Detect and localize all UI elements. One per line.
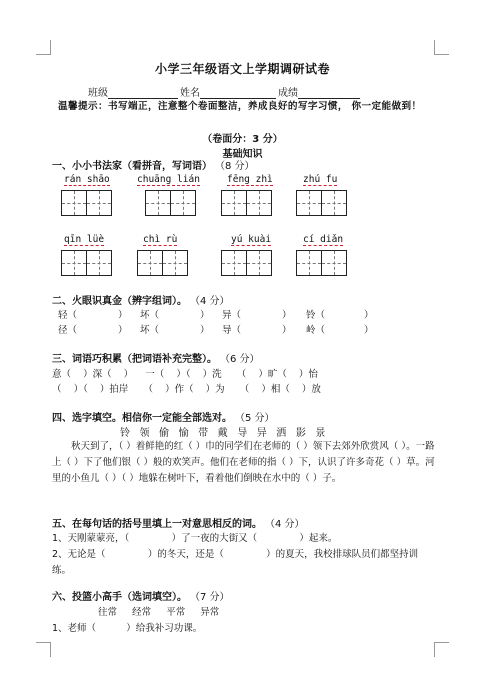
section-1-heading: [52, 157, 255, 172]
s2-item: 径（: [58, 325, 78, 336]
s2-row-2: [58, 322, 374, 336]
writing-grid-2[interactable]: [145, 190, 195, 216]
section-6-title: 六、投篮小高手（选词填空）。: [52, 592, 187, 603]
writing-grid-7[interactable]: [221, 250, 271, 276]
crop-mark-bottom-left: [36, 642, 51, 657]
pinyin-7: yú kuài: [231, 234, 272, 245]
s4-word-bank: 铃 领 偷 愉 带 戴 导 异 洒 影 景: [120, 428, 326, 439]
pinyin-6: chì rù: [143, 234, 178, 245]
pinyin-1: rán shāo: [64, 174, 110, 185]
s5-line-2: 2、无论是（ ）的冬天，还是（ ）的夏天，我校排球队员们都坚持训练。: [52, 549, 419, 576]
s2-item: 异（: [222, 310, 242, 321]
writing-grid-6[interactable]: [137, 250, 187, 276]
s2-item: 轻（: [58, 310, 78, 321]
pinyin-3: fēng zhì: [227, 174, 273, 185]
s2-item: ）: [282, 325, 292, 336]
s2-item: 导（: [222, 325, 242, 336]
s4-paragraph: 秋天到了，（ ）着鲜艳的红（ ）巾的同学们在老师的（ ）领下去郊外欣赏风（ ）。一路上（ ）下了他们银（ ）般的欢笑声。他们在老师的指（ ）下，认识了许多奇花（ ）草。河里的小鱼儿（ ）（ ）地躲在树叶下，看着他们倒映在水中的（ ）子。: [52, 441, 435, 484]
s2-item: ）: [364, 310, 374, 321]
warm-tip: 温馨提示：书写端正，注意整个卷面整洁，养成良好的写字习惯， 你一定能做到！: [58, 101, 422, 112]
section-4-title: 四、选字填空。相信你一定能全部选对。: [52, 413, 232, 424]
score-field[interactable]: [298, 88, 360, 99]
s2-item: ）: [118, 325, 128, 336]
section-2-heading: [52, 292, 230, 307]
section-1-points: （8 分）: [220, 161, 255, 172]
class-label: 班级: [88, 88, 108, 99]
class-field[interactable]: [108, 88, 178, 99]
section-2-title: 二、火眼识真金（辨字组词）。: [52, 296, 187, 307]
s2-item: 坏（: [140, 325, 160, 336]
writing-grid-1[interactable]: [61, 190, 111, 216]
s6-word-bank: 往常 经常 平常 异常: [98, 607, 220, 618]
basic-knowledge-heading: 基础知识: [222, 149, 263, 160]
crop-mark-bottom-right: [434, 642, 449, 657]
pinyin-4: zhú fu: [303, 174, 338, 185]
section-4-points: （5 分）: [240, 413, 275, 424]
section-1-title: 一、小小书法家（看拼音，写词语）: [52, 161, 212, 172]
s3-line-2: （ ）（ ）拍岸 （ ）作（ ）为 （ ）相（ ）放: [52, 384, 321, 395]
name-label: 姓名: [180, 88, 200, 99]
s2-item: ）: [118, 310, 128, 321]
section-5-heading: [52, 515, 305, 530]
writing-grid-8[interactable]: [296, 250, 346, 276]
score-label: 成绩: [278, 88, 298, 99]
s5-line-1: 1、天刚蒙蒙亮，（ ）了一夜的大街又（ ）起来。: [52, 533, 338, 544]
section-3-title: 三、词语巧积累（把词语补充完整）。: [52, 354, 217, 365]
section-5-points: （4 分）: [270, 519, 305, 530]
s2-item: ）: [282, 310, 292, 321]
paper-score: （卷面分：3 分）: [202, 134, 283, 145]
s2-item: 岭（: [306, 325, 326, 336]
section-4-heading: [52, 409, 275, 424]
section-6-heading: [52, 588, 230, 603]
s3-line-1: 意（ ）深（ ） 一（ ）（ ）洗 （ ）旷（ ）怡: [52, 369, 318, 380]
s2-item: ）: [200, 310, 210, 321]
pinyin-2: chuāng lián: [137, 174, 200, 185]
pinyin-8: cí diǎn: [303, 234, 344, 245]
section-2-points: （4 分）: [195, 296, 230, 307]
s2-item: ）: [200, 325, 210, 336]
writing-grid-4[interactable]: [296, 190, 346, 216]
s2-item: 坏（: [140, 310, 160, 321]
s2-item: ）: [364, 325, 374, 336]
section-6-points: （7 分）: [195, 592, 230, 603]
writing-grid-5[interactable]: [61, 250, 111, 276]
s6-line-1: 1、老师（ ）给我补习功课。: [52, 623, 203, 634]
crop-mark-top-right: [434, 40, 449, 55]
name-field[interactable]: [200, 88, 276, 99]
section-5-title: 五、在每句话的括号里填上一对意思相反的词。: [52, 519, 262, 530]
pinyin-5: qīn lüè: [64, 234, 105, 245]
s2-row-1: [58, 307, 374, 321]
student-info-line: [88, 84, 362, 99]
crop-mark-top-left: [36, 40, 51, 55]
section-3-heading: [52, 350, 260, 365]
s2-item: 铃（: [306, 310, 326, 321]
writing-grid-3[interactable]: [221, 190, 271, 216]
page-title: 小学三年级语文上学期调研试卷: [154, 62, 330, 76]
section-3-points: （6 分）: [225, 354, 260, 365]
